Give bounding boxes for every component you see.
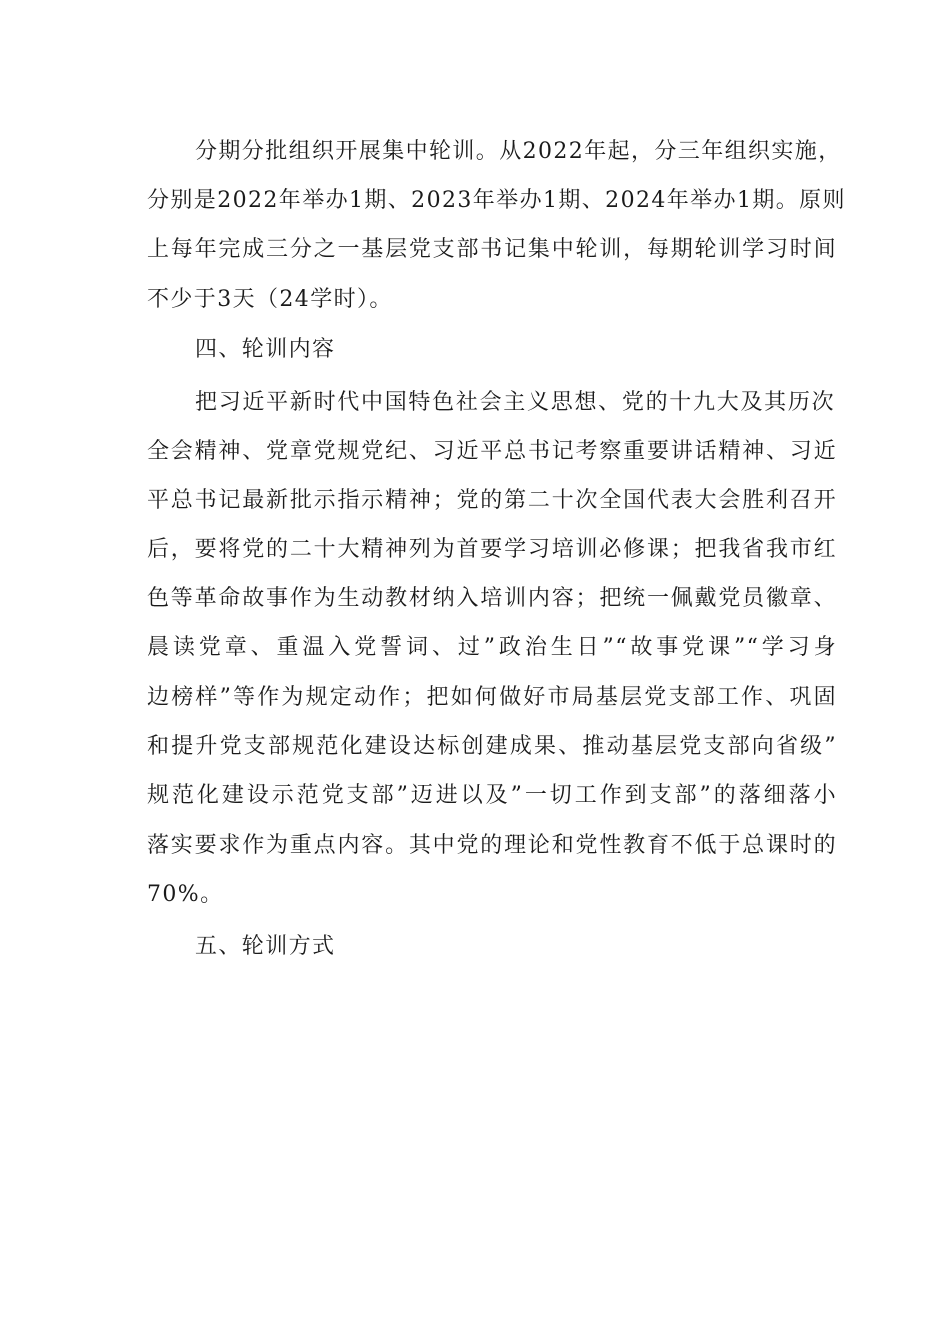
paragraph-1-line-1: 分期分批组织开展集中轮训。从2022年起，分三年组织实施， — [195, 139, 842, 164]
paragraph-1-line-4: 不少于3天（24学时）。 — [147, 287, 393, 312]
section-heading-5: 五、轮训方式 — [195, 934, 336, 959]
paragraph-2-line-7: 边榜样”等作为规定动作；把如何做好市局基层党支部工作、巩固 — [147, 685, 837, 710]
paragraph-2-line-2: 全会精神、党章党规党纪、习近平总书记考察重要讲话精神、习近 — [147, 439, 837, 464]
paragraph-2-line-5: 色等革命故事作为生动教材纳入培训内容；把统一佩戴党员徽章、 — [147, 586, 837, 611]
paragraph-2-line-4: 后，要将党的二十大精神列为首要学习培训必修课；把我省我市红 — [147, 537, 837, 562]
paragraph-2-line-1: 把习近平新时代中国特色社会主义思想、党的十九大及其历次 — [195, 390, 835, 415]
paragraph-2-line-9: 规范化建设示范党支部”迈进以及”一切工作到支部”的落细落小 — [147, 783, 837, 808]
paragraph-1-line-2: 分别是2022年举办1期、2023年举办1期、2024年举办1期。原则 — [147, 188, 846, 213]
paragraph-2-line-3: 平总书记最新批示指示精神；党的第二十次全国代表大会胜利召开 — [147, 488, 837, 513]
paragraph-2-line-10: 落实要求作为重点内容。其中党的理论和党性教育不低于总课时的 — [147, 833, 837, 858]
section-heading-4: 四、轮训内容 — [195, 337, 336, 362]
paragraph-2-line-8: 和提升党支部规范化建设达标创建成果、推动基层党支部向省级” — [147, 734, 837, 759]
paragraph-2-line-11: 70%。 — [147, 882, 224, 907]
paragraph-1-line-3: 上每年完成三分之一基层党支部书记集中轮训，每期轮训学习时间 — [147, 237, 837, 262]
paragraph-2-line-6: 晨读党章、重温入党誓词、过”政治生日”“故事党课”“学习身 — [147, 635, 837, 660]
